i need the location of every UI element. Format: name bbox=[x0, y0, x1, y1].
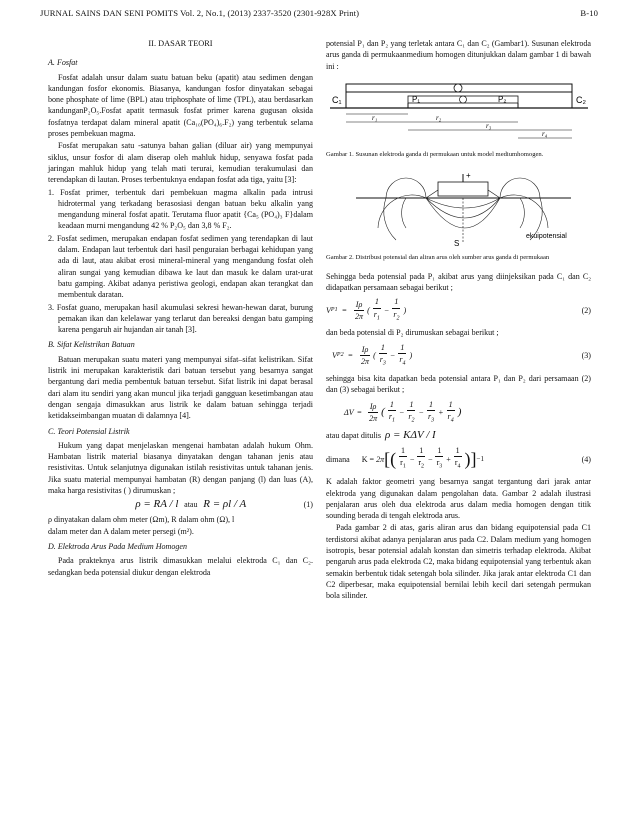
eq1-left: ρ = RA / l bbox=[135, 498, 179, 511]
eq3-number: (3) bbox=[581, 351, 591, 361]
paragraph: ρ dinyatakan dalam ohm meter (Ωm), R dalam ohm (Ω), l bbox=[48, 514, 235, 524]
paragraph: atau dapat ditulis bbox=[326, 430, 381, 440]
plus-sign: + bbox=[466, 170, 471, 180]
equation-2: V P1 = $\frac{I\rho}{2\pi}$ ( $\frac{1}{r_1}$ − $\frac{1}{r_2}$ ) (2) bbox=[326, 297, 591, 322]
paragraph: Hukum yang dapat menjelaskan mengenai hambatan adalah hukum Ohm. Hambatan listrik material biasanya dinyatakan dengan tahanan jenis atau resistivitas. Untuk selanjutnya digunakan istilah resistivitas untuk tahanan jenis. Jika suatu material mempunyai hambatan (R) dengan panjang (l) dan luas (A), maka harga resistivitas ( ) dirumuskan ; bbox=[48, 440, 313, 495]
fig1-label: r₄ bbox=[542, 129, 548, 138]
paragraph: dalam meter dan A dalam meter persegi (m²). bbox=[48, 526, 194, 536]
left-column bbox=[48, 38, 313, 579]
paragraph: K adalah faktor geometri yang besarnya sangat tergantung dari jarak antar elektroda yang digunakan dalam pengolahan data. Gambar 2 adalah ilustrasi penjalaran arus oleh dua elektroda arus dalam media homogen dengan titik sounding berada di tengah elektroda arus. bbox=[326, 477, 591, 521]
list-item: 2. Fosfat sedimen, merupakan endapan fosfat sedimen yang terendapkan di laut dalam. Endapan laut terbentuk dari hasil penguraian berbagai kehidupan yang ada di laut, atau akibat erosi mineral-mineral yang mengandung fosfat oleh aliran sungai yang kemudian dibawa ke laut dan masuk ke dalam urat-urat batu gamping. Akibat adanya peristiwa geologi, endapan akan terangkat dan membentuk daratan. bbox=[48, 233, 313, 300]
paragraph: Sehingga beda potensial pada P₁ akibat arus yang diinjeksikan pada C₁ dan C₂ didapatkan persamaan sebagai berikut ; bbox=[326, 271, 591, 292]
paragraph: potensial P₁ dan P₂ yang terletak antara C₁ dan C₂ (Gambar1). Susunan elektroda arus ganda di permukaanmedium homogen ditunjukkan dalam gambar 1 di bawah ini : bbox=[326, 39, 591, 71]
eq1-or: atau bbox=[184, 500, 198, 510]
paragraph: sehingga bisa kita dapatkan beda potensial antara P₁ dan P₂ dari persamaan (2) dan (3) sebagai berikut ; bbox=[326, 373, 591, 395]
page-header bbox=[40, 8, 598, 22]
figure-1-caption: Gambar 1. Susunan elektroda ganda di permukaan untuk model mediumhomogen. bbox=[326, 151, 544, 159]
equation-3: V P2 = $\frac{I\rho}{2\pi}$ ( $\frac{1}{r_3}$ − $\frac{1}{r_4}$ ) (3) bbox=[332, 342, 591, 367]
subsection-c: C. Teori Potensial Listrik bbox=[48, 426, 130, 436]
fig1-label: P₂ bbox=[498, 94, 507, 104]
paragraph: dan beda potensial di P₂ dirumuskan sebagai berikut ; bbox=[326, 328, 499, 338]
equation-4: dimana K = 2π [( $\frac{1}{r_1}$ − $\frac{1}{r_2}$ − $\frac{1}{r_3}$ + $\frac{1}{r_4}$ )] −1 (4) bbox=[326, 446, 591, 470]
electrode-array-diagram bbox=[326, 78, 591, 146]
eq4-number: (4) bbox=[581, 454, 591, 464]
eq2-number: (2) bbox=[581, 305, 591, 315]
fig1-label: C₂ bbox=[576, 94, 586, 105]
eq2-subscript: P1 bbox=[330, 306, 338, 313]
eq1-number: (1) bbox=[303, 500, 313, 510]
page-number: B-10 bbox=[580, 8, 598, 18]
figure-2-caption: Gambar 2. Distribusi potensial dan aliran arus oleh sumber arus ganda di permukaan bbox=[326, 254, 550, 262]
list-item: 1. Fosfat primer, terbentuk dari pembekuan magma alkalin pada intrusi hidrotermal yang terkadang berasosiasi dengan batuan beku alkalin yang mengandung mineral fosfat apatit. Terutama fluor apatit {Ca₅ (PO₄)₃ F}dalam keadaan murni mengandung 42 % P₂O₅ dan 3,8 % F₂. bbox=[48, 187, 313, 231]
equation-delta-v: ΔV = $\frac{I\rho}{2\pi}$ ( $\frac{1}{r_1}$ − $\frac{1}{r_2}$ − $\frac{1}{r_3}$ + $\frac{1}{r_4}$ ) bbox=[344, 399, 462, 424]
fig1-label: r₃ bbox=[486, 121, 492, 130]
journal-title: JURNAL SAINS DAN SENI POMITS Vol. 2, No.1, (2013) 2337-3520 (2301-928X Print) bbox=[40, 8, 360, 18]
dimana-label: dimana bbox=[326, 454, 350, 464]
right-column bbox=[326, 38, 591, 603]
paragraph: Pada prakteknya arus listrik dimasukkan melalui elektroda C₁ dan C₂. sedangkan beda potensial diukur dengan elektroda bbox=[48, 556, 313, 577]
section-title: II. DASAR TEORI bbox=[148, 39, 213, 48]
fig1-label: r₁ bbox=[372, 113, 378, 122]
equation-1 bbox=[48, 499, 313, 510]
subsection-a: A. Fosfat bbox=[48, 58, 78, 68]
fig1-label: C₁ bbox=[332, 94, 342, 105]
paragraph: Batuan merupakan suatu materi yang mempunyai sifat–sifat kelistrikan. Sifat listrik ini merupakan karakteristik dari batuan tersebut yang besarnya sangat bergantung dari media pembentuk batuan tersebut. Sifat listrik ini dapat berasal dari alam itu sendiri yang akan muncul jika terjadi gangguan kesetimbangan atau dengan sengaja dimasukkan arus listrik ke dalam batuan sehingga terjadi ketidakseimbangan muatan di dalamnya [4]. bbox=[48, 354, 313, 421]
eq1-right: R = ρl / A bbox=[203, 498, 247, 511]
list-item: 3. Fosfat guano, merupakan hasil akumulasi sekresi hewan-hewan darat, burung pemakan ikan dan kelelawar yang terlarut dan bereaksi dengan batu gamping karena pengaruh air hujandan air tanah [3]. bbox=[48, 302, 313, 335]
subsection-b: B. Sifat Kelistrikan Batuan bbox=[48, 340, 135, 350]
paragraph: Fosfat adalah unsur dalam suatu batuan beku (apatit) atau sedimen dengan kandungan fosfor ekonomis. Biasanya, kandungan fosfor dinyatakan sebagai bone phosphate of lime (BPL) atau triphosphate of lime (TPL), atau berdasarkan kandunganP₂O₅.Fosfat apatit termasuk fosfat primer karena gugusan oksida fosfatnya terdapat dalam mineral apatit (Ca₁₀(PO₄)₆.F₂) yang terbentuk selama proses pembekuan magma. bbox=[48, 72, 313, 139]
paragraph: Pada gambar 2 di atas, garis aliran arus dan bidang equipotensial pada C1 terdistorsi akibat adanya penjalaran arus pada C2. Dalam medium yang homogen isotropis, besar potensial adalah konstan dan simetris terhadap elektroda. Akibat pengaruh arus pada elektroda C2, maka bidang equipotensial yang terbentuk akan semakin berbentuk tidak setengah bola silinder. Jika jarak antar elektroda C1 dan C2 diperbesar, maka equipotensial bernilai lebih kecil dari setengah permukan bola silinder. bbox=[326, 523, 591, 601]
current-distribution-diagram bbox=[326, 168, 591, 248]
eq4-k: K = bbox=[361, 454, 375, 464]
eq-rho: ρ = KΔV / I bbox=[384, 428, 436, 441]
subsection-d: D. Elektroda Arus Pada Medium Homogen bbox=[48, 542, 188, 552]
eq2-v: V bbox=[326, 305, 331, 315]
paragraph: Fosfat merupakan satu -satunya bahan galian (diluar air) yang mempunyai siklus, unsur fosfor di alam diserap oleh mahluk hidup, senyawa fosfat pada jaringan mahluk hidup yang telah mati terurai, kemudian terakumulasi dan terendapkan di lautan. Proses terbentuknya endapan fosfat ada tiga, yaitu [3]: bbox=[48, 141, 313, 185]
fig2-label: S bbox=[454, 238, 460, 248]
figure-2 bbox=[326, 168, 591, 251]
fig1-label: P₁ bbox=[412, 94, 421, 104]
equation-rho bbox=[326, 430, 591, 441]
figure-1 bbox=[326, 78, 591, 149]
fig2-label: ekuipotensial bbox=[526, 232, 567, 240]
fig1-label: r₂ bbox=[436, 113, 442, 122]
eq3-subscript: P2 bbox=[336, 352, 344, 359]
